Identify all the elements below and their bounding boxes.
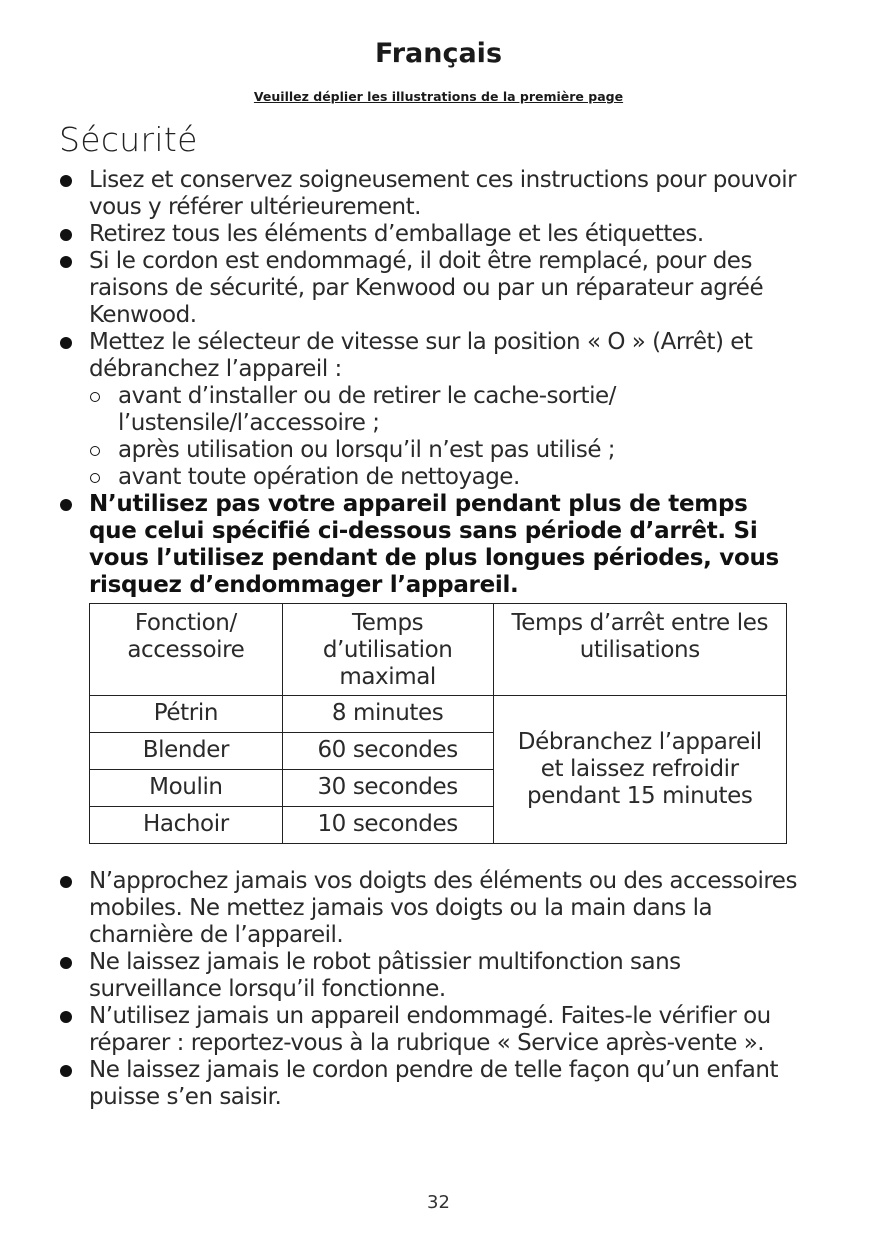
unfold-illustrations-note: Veuillez déplier les illustrations de la première page (253, 89, 624, 104)
bullet-text: Mettez le sélecteur de vitesse sur la position « O » (Arrêt) et débranchez l’appareil : (89, 329, 753, 382)
language-title: Français (374, 38, 503, 69)
table-cell-function: Moulin (90, 770, 283, 807)
table-cell-max-time: 8 minutes (282, 696, 493, 733)
sub-item: après utilisation ou lorsqu’il n’est pas utilisé ; (89, 437, 799, 464)
table-cell-max-time: 60 secondes (282, 733, 493, 770)
bullet-item-with-sublist (59, 329, 799, 491)
table-cell-max-time: 30 secondes (282, 770, 493, 807)
table-cell-function: Blender (90, 733, 283, 770)
sub-item: avant toute opération de nettoyage. (89, 464, 799, 491)
table-cell-rest-time: Débranchez l’appareil et laissez refroidir pendant 15 minutes (493, 696, 787, 844)
bullet-item: N’approchez jamais vos doigts des éléments ou des accessoires mobiles. Ne mettez jamais vos doigts ou la main dans la charnière de l’appareil. (59, 868, 799, 949)
table-header-max-time: Temps d’utilisation maximal (282, 604, 493, 696)
bullet-item: Si le cordon est endommagé, il doit être remplacé, pour des raisons de sécurité, par Kenwood ou par un réparateur agréé Kenwood. (59, 248, 799, 329)
usage-time-table (89, 603, 787, 844)
bullet-item: Ne laissez jamais le cordon pendre de telle façon qu’un enfant puisse s’en saisir. (59, 1057, 799, 1111)
bullet-item: N’utilisez jamais un appareil endommagé. Faites-le vérifier ou réparer : reportez-vous à la rubrique « Service après-vente ». (59, 1003, 799, 1057)
safety-content (59, 167, 799, 1111)
table-cell-function: Pétrin (90, 696, 283, 733)
table-header-row (90, 604, 787, 696)
table-header-function: Fonction/ accessoire (90, 604, 283, 696)
sub-item: avant d’installer ou de retirer le cache-sortie/ l’ustensile/l’accessoire ; (89, 383, 799, 437)
table-header-rest-time: Temps d’arrêt entre les utilisations (493, 604, 787, 696)
table-cell-function: Hachoir (90, 807, 283, 844)
safety-list-bottom (59, 868, 799, 1111)
table-row (90, 696, 787, 733)
bullet-item-warning: N’utilisez pas votre appareil pendant plus de temps que celui spécifié ci-dessous sans période d’arrêt. Si vous l’utilisez pendant de plus longues périodes, vous risquez d’endommager l’appareil. (59, 491, 799, 599)
sub-list (89, 383, 799, 491)
section-title: Sécurité (59, 120, 198, 159)
spacer (59, 844, 799, 868)
bullet-item: Ne laissez jamais le robot pâtissier multifonction sans surveillance lorsqu’il fonctionne. (59, 949, 799, 1003)
bullet-item: Retirez tous les éléments d’emballage et les étiquettes. (59, 221, 799, 248)
bullet-item: Lisez et conservez soigneusement ces instructions pour pouvoir vous y référer ultérieurement. (59, 167, 799, 221)
safety-list-top (59, 167, 799, 599)
page-number: 32 (427, 1192, 450, 1213)
table-cell-max-time: 10 secondes (282, 807, 493, 844)
